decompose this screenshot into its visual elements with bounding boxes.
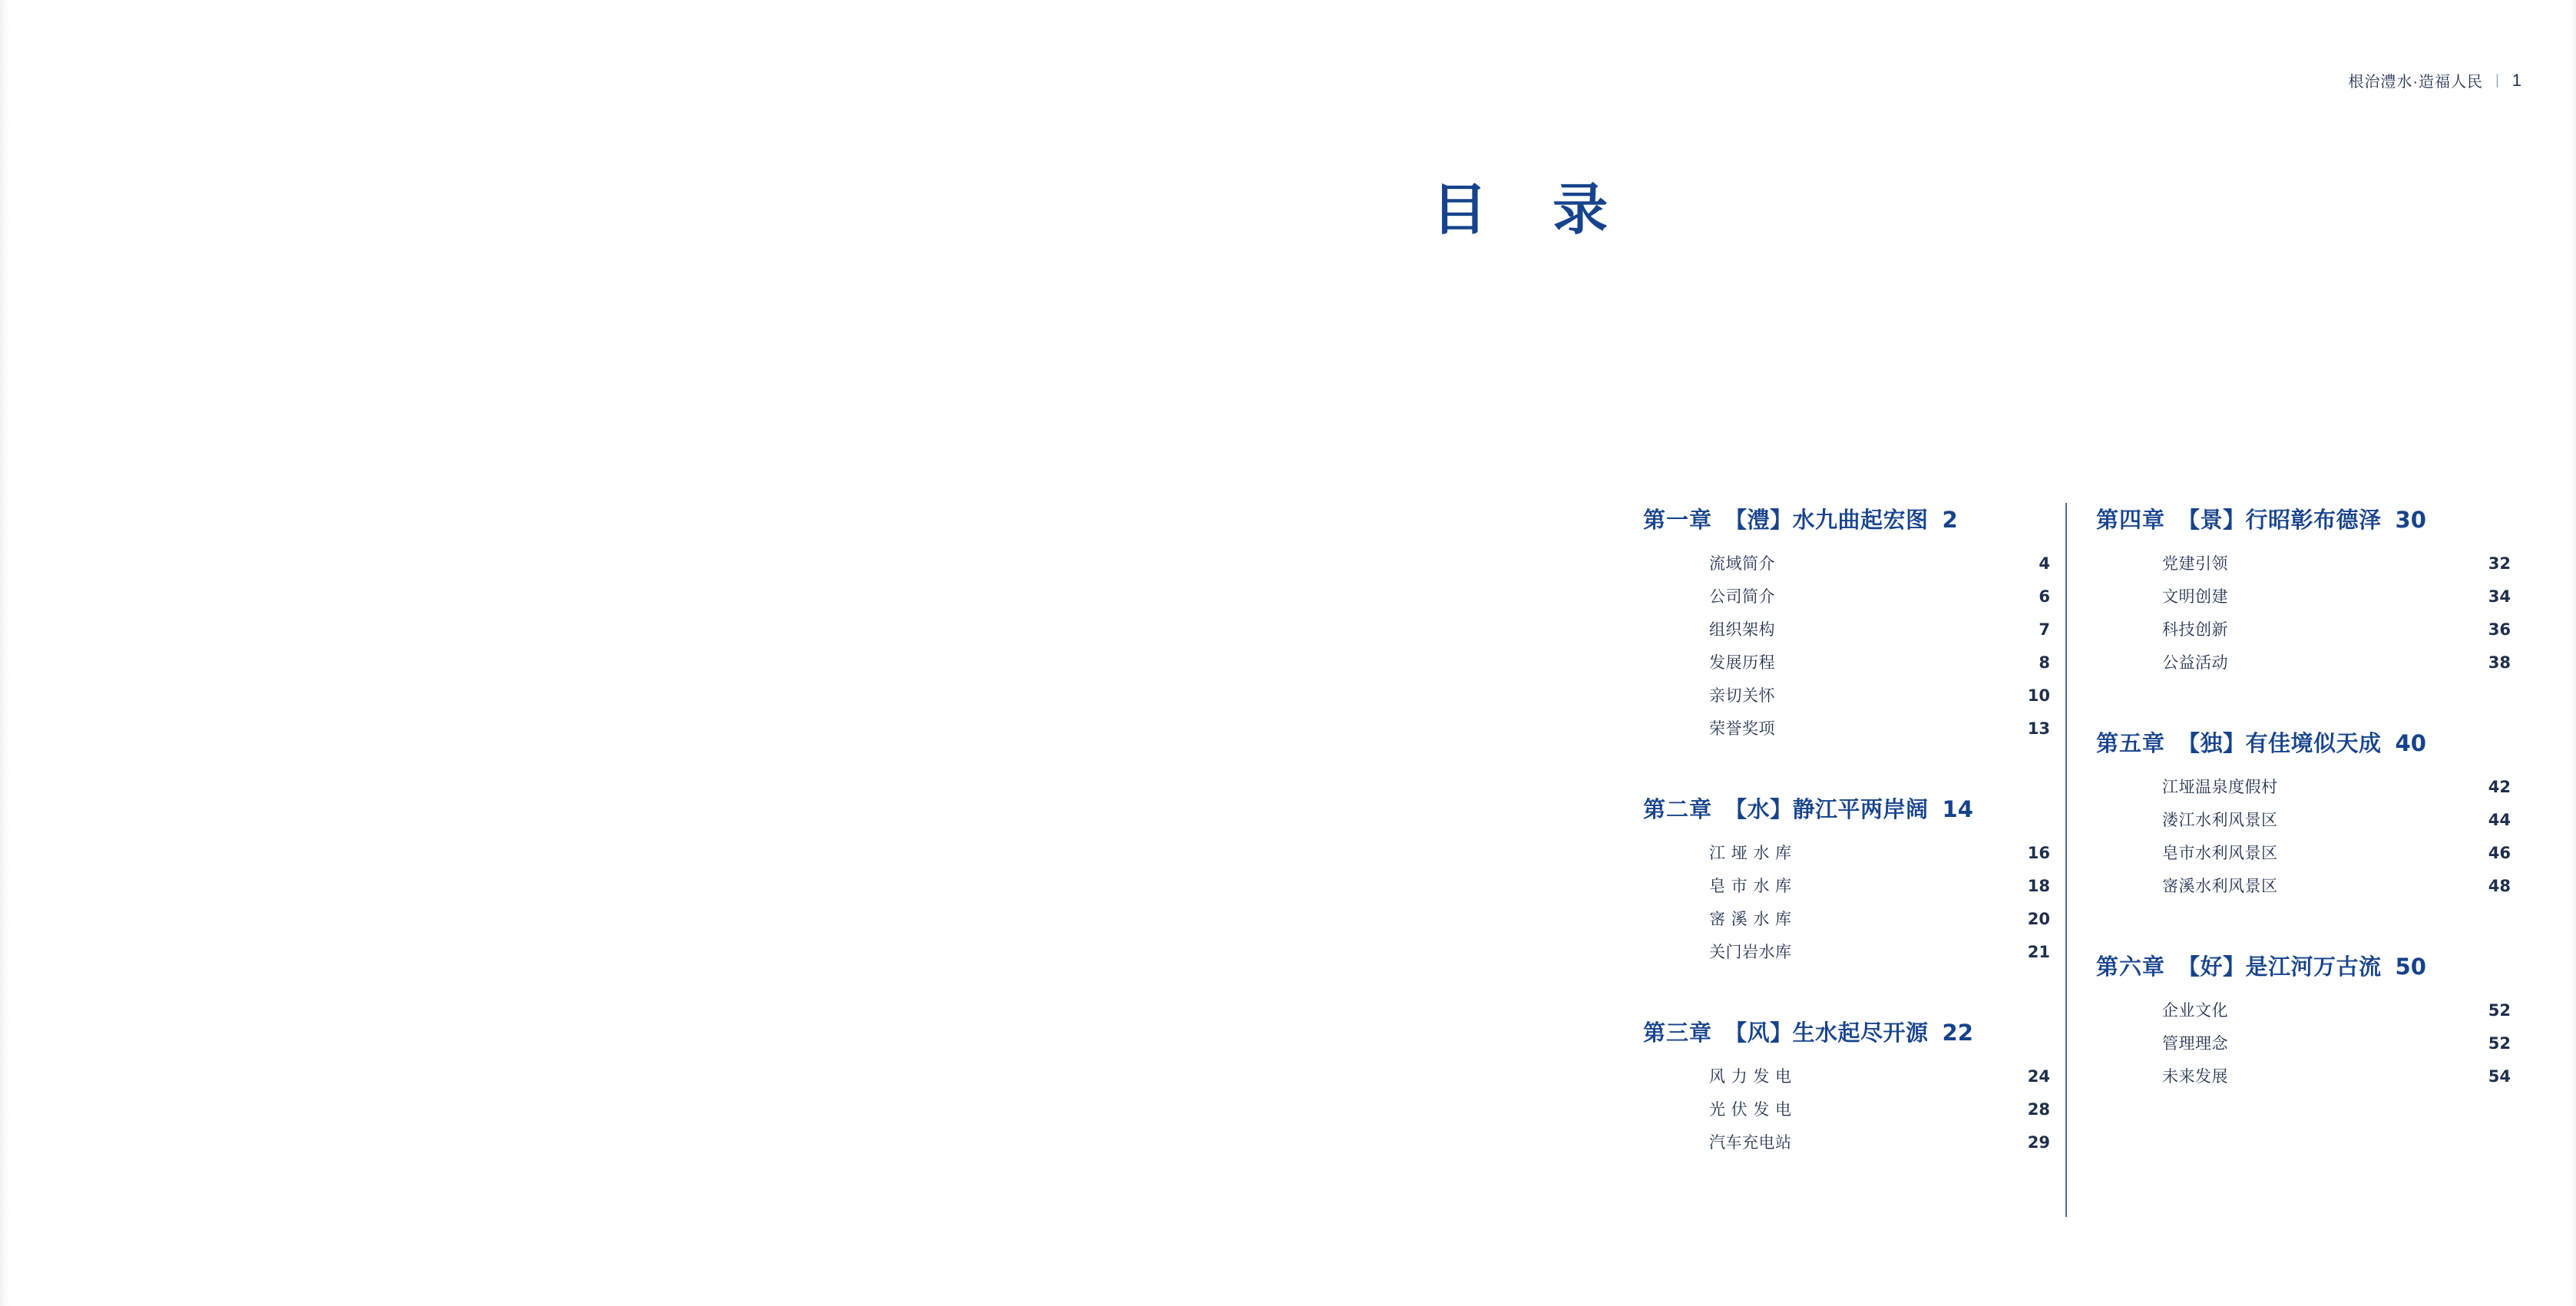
entry-label: 党建引领: [2162, 554, 2228, 573]
toc-entry[interactable]: [2162, 551, 2511, 584]
toc-entry[interactable]: [2162, 584, 2511, 617]
toc-chapter[interactable]: [2096, 503, 2511, 683]
entry-page: 32: [2488, 554, 2511, 573]
entry-page: 6: [2039, 587, 2050, 606]
chapter-title: 【独】有佳境似天成: [2178, 730, 2382, 756]
chapter-title: 【景】行昭彰布德泽: [2178, 507, 2382, 533]
chapter-entries: [2096, 775, 2511, 907]
chapter-title: 【好】是江河万古流: [2178, 954, 2382, 980]
entry-page: 13: [2027, 719, 2050, 738]
toc-chapter[interactable]: [1643, 1016, 2050, 1163]
entry-label: 风 力 发 电: [1709, 1067, 1792, 1086]
chapter-title: 【澧】水九曲起宏图: [1724, 507, 1929, 533]
toc-column-left: [1643, 503, 2050, 1163]
chapter-title: 【风】生水起尽开源: [1724, 1020, 1929, 1046]
entry-page: 34: [2488, 587, 2511, 606]
entry-page: 28: [2027, 1100, 2050, 1119]
toc-entry[interactable]: [2162, 874, 2511, 907]
entry-page: 54: [2488, 1067, 2511, 1086]
entry-page: 18: [2027, 877, 2050, 895]
chapter-entries: [2096, 998, 2511, 1097]
chapter-page: 50: [2395, 954, 2426, 980]
entry-label: 宻 溪 水 库: [1709, 910, 1792, 928]
chapter-page: 30: [2395, 507, 2426, 533]
entry-label: 汽车充电站: [1709, 1133, 1792, 1152]
entry-label: 组织架构: [1709, 620, 1775, 639]
entry-label: 文明创建: [2162, 587, 2228, 606]
entry-page: 20: [2027, 910, 2050, 928]
entry-label: 关门岩水库: [1709, 943, 1792, 961]
toc-entry[interactable]: [1709, 584, 2050, 617]
toc-entry[interactable]: [2162, 998, 2511, 1031]
toc-entry[interactable]: [1709, 1097, 2050, 1130]
entry-label: 宻溪水利风景区: [2162, 877, 2278, 895]
entry-page: 29: [2027, 1133, 2050, 1152]
toc-entry[interactable]: [2162, 650, 2511, 683]
entry-label: 溇江水利风景区: [2162, 811, 2278, 829]
chapter-page: 14: [1942, 796, 1973, 822]
chapter-number: 第一章: [1643, 507, 1713, 533]
toc-entry[interactable]: [1709, 551, 2050, 584]
toc-entry[interactable]: [2162, 1064, 2511, 1097]
entry-page: 8: [2039, 653, 2050, 672]
entry-label: 荣誉奖项: [1709, 719, 1775, 738]
entry-label: 江 垭 水 库: [1709, 844, 1792, 862]
toc-entry[interactable]: [1709, 650, 2050, 683]
toc-entry[interactable]: [1709, 617, 2050, 650]
entry-label: 管理理念: [2162, 1034, 2228, 1053]
chapter-heading[interactable]: [1643, 792, 2050, 824]
toc-chapter[interactable]: [1643, 503, 2050, 749]
entry-label: 发展历程: [1709, 653, 1775, 672]
entry-page: 42: [2488, 778, 2511, 796]
toc-chapter[interactable]: [2096, 726, 2511, 907]
toc-entry[interactable]: [2162, 1031, 2511, 1064]
toc-entry[interactable]: [1709, 874, 2050, 907]
toc-entry[interactable]: [2162, 775, 2511, 808]
toc-entry[interactable]: [2162, 841, 2511, 874]
chapter-number: 第三章: [1643, 1020, 1713, 1046]
running-header-separator: |: [2495, 72, 2500, 88]
toc-entry[interactable]: [2162, 808, 2511, 841]
entry-page: 52: [2488, 1034, 2511, 1053]
running-header-page-number: 1: [2512, 70, 2522, 90]
chapter-heading[interactable]: [1643, 503, 2050, 534]
toc-column-right: [2050, 503, 2511, 1163]
entry-label: 公司简介: [1709, 587, 1775, 606]
entry-page: 38: [2488, 653, 2511, 672]
running-header-brand: 根治澧水·造福人民: [2348, 74, 2484, 91]
entry-page: 7: [2039, 620, 2050, 639]
chapter-number: 第二章: [1643, 796, 1713, 822]
entry-label: 皂 市 水 库: [1709, 877, 1792, 895]
chapter-heading[interactable]: [2096, 950, 2511, 981]
toc-entry[interactable]: [1709, 683, 2050, 716]
entry-label: 科技创新: [2162, 620, 2228, 639]
entry-page: 21: [2027, 943, 2050, 961]
page-title: 目 录: [1432, 177, 1632, 242]
toc-entry[interactable]: [1709, 716, 2050, 749]
toc-entry[interactable]: [1709, 940, 2050, 973]
entry-page: 46: [2488, 844, 2511, 862]
chapter-heading[interactable]: [1643, 1016, 2050, 1047]
toc-columns: [1643, 503, 2511, 1163]
entry-page: 36: [2488, 620, 2511, 639]
chapter-number: 第六章: [2096, 954, 2166, 980]
chapter-heading[interactable]: [2096, 726, 2511, 758]
entry-label: 未来发展: [2162, 1067, 2228, 1086]
page-left-edge: [0, 0, 11, 1306]
toc-chapter[interactable]: [2096, 950, 2511, 1097]
entry-page: 10: [2027, 686, 2050, 705]
chapter-title: 【水】静江平两岸阔: [1724, 796, 1929, 822]
chapter-heading[interactable]: [2096, 503, 2511, 534]
toc-entry[interactable]: [1709, 1064, 2050, 1097]
entry-label: 企业文化: [2162, 1001, 2228, 1020]
toc-entry[interactable]: [2162, 617, 2511, 650]
entry-label: 江垭温泉度假村: [2162, 778, 2278, 796]
toc-entry[interactable]: [1709, 1130, 2050, 1163]
chapter-number: 第五章: [2096, 730, 2166, 756]
entry-label: 亲切关怀: [1709, 686, 1775, 705]
toc-entry[interactable]: [1709, 841, 2050, 874]
entry-label: 光 伏 发 电: [1709, 1100, 1792, 1119]
entry-page: 16: [2027, 844, 2050, 862]
entry-page: 24: [2027, 1067, 2050, 1086]
chapter-entries: [1643, 841, 2050, 973]
toc-chapter[interactable]: [1643, 792, 2050, 973]
entry-page: 48: [2488, 877, 2511, 895]
chapter-entries: [2096, 551, 2511, 683]
entry-label: 皂市水利风景区: [2162, 844, 2278, 862]
chapter-page: 2: [1942, 507, 1958, 533]
page-right-edge: [2568, 0, 2576, 1306]
chapter-page: 22: [1942, 1020, 1973, 1046]
entry-page: 44: [2488, 811, 2511, 829]
entry-label: 流域简介: [1709, 554, 1775, 573]
running-header: [2348, 69, 2522, 91]
chapter-number: 第四章: [2096, 507, 2166, 533]
entry-page: 4: [2039, 554, 2050, 573]
chapter-page: 40: [2395, 730, 2426, 756]
chapter-entries: [1643, 1064, 2050, 1163]
entry-label: 公益活动: [2162, 653, 2228, 672]
toc-entry[interactable]: [1709, 907, 2050, 940]
entry-page: 52: [2488, 1001, 2511, 1020]
chapter-entries: [1643, 551, 2050, 749]
